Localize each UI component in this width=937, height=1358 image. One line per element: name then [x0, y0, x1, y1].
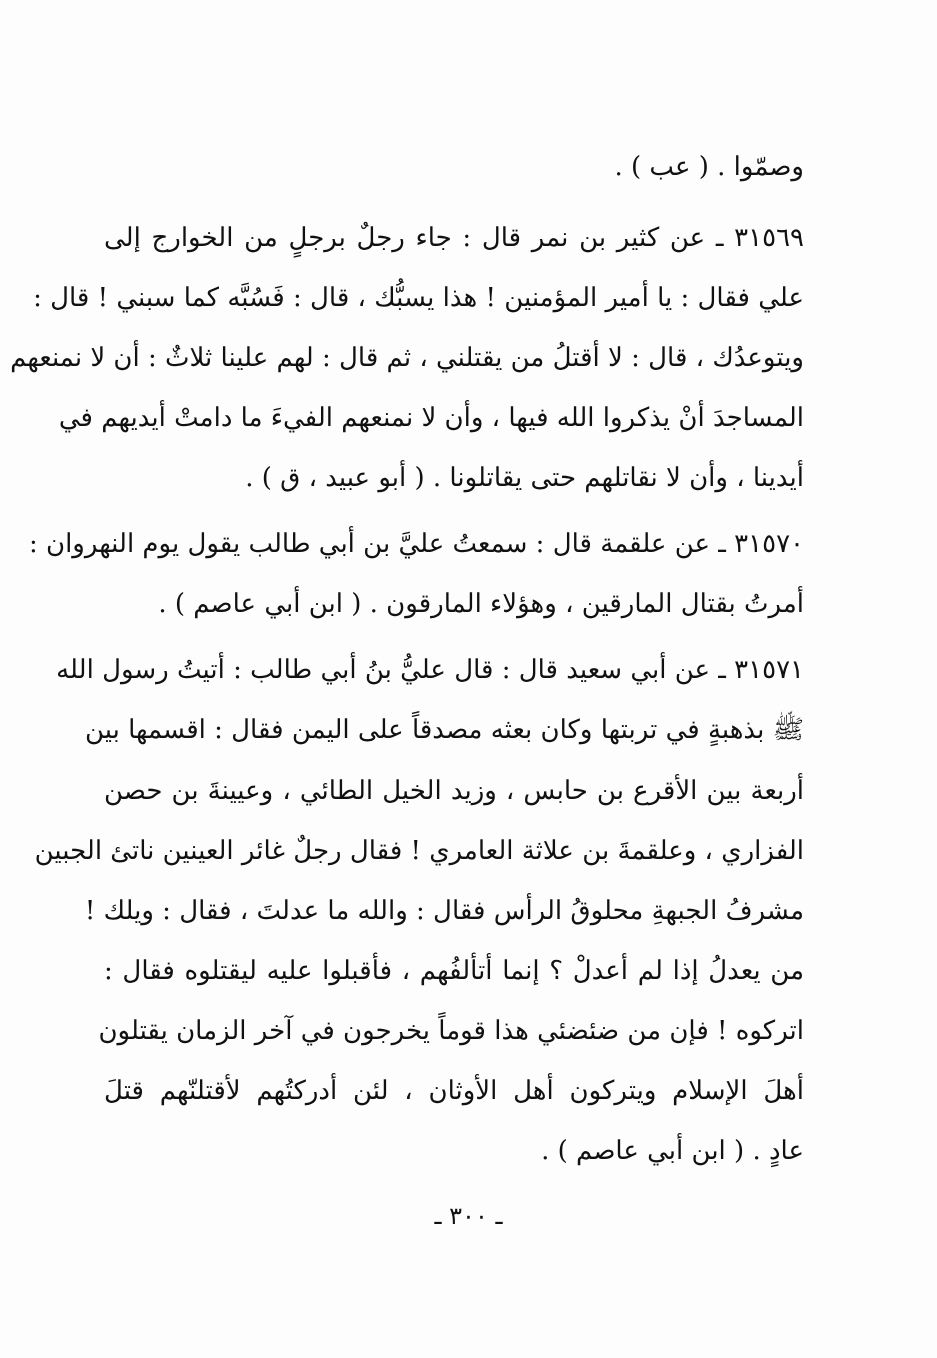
text-line: ٣١٥٧٠ ـ عن علقمة قال : سمعتُ عليَّ بن أبي طالب يقول يوم النهروان : — [28, 529, 804, 559]
text-line: أيدينا ، وأن لا نقاتلهم حتى يقاتلونا . ( أبو عبيد ، ق ) . — [245, 463, 804, 493]
text-line: ٣١٥٦٩ ـ عن كثير بن نمر قال : جاء رجلٌ برجلٍ من الخوارج إلى — [104, 223, 804, 253]
text-line: ويتوعدُك ، قال : لا أقتلُ من يقتلني ، ثم قال : لهم علينا ثلاثٌ : أن لا نمنعهم — [10, 343, 804, 373]
text-line: وصمّوا . ( عب ) . — [614, 152, 804, 182]
text-line: عادٍ . ( ابن أبي عاصم ) . — [541, 1136, 804, 1166]
page-number: ـ ٣٠٠ ـ — [434, 1202, 503, 1230]
text-line: ﷺ بذهبةٍ في تربتها وكان بعثه مصدقاً على اليمن فقال : اقسمها بين — [84, 715, 804, 745]
page-body — [10, 145, 804, 1185]
text-line: أهلَ الإسلام ويتركون أهل الأوثان ، لئن أدركتُهم لأقتلنّهم قتلَ — [104, 1076, 804, 1106]
text-line: علي فقال : يا أمير المؤمنين ! هذا يسبُّك ، قال : فَسُبَّه كما سبني ! قال : — [33, 283, 804, 313]
text-line: الفزاري ، وعلقمةَ بن علاثة العامري ! فقال رجلٌ غائر العينين ناتئ الجبين — [34, 836, 804, 866]
text-line: مشرفُ الجبهةِ محلوقُ الرأس فقال : والله ما عدلتَ ، فقال : ويلك ! — [84, 896, 804, 926]
text-line: أمرتُ بقتال المارقين ، وهؤلاء المارقون . ( ابن أبي عاصم ) . — [158, 589, 804, 619]
text-line: من يعدلُ إذا لم أعدلْ ؟ إنما أتألفُهم ، فأقبلوا عليه ليقتلوه فقال : — [104, 956, 804, 986]
text-line: المساجدَ أنْ يذكروا الله فيها ، وأن لا نمنعهم الفيءَ ما دامتْ أيديهم في — [58, 403, 804, 433]
text-line: ٣١٥٧١ ـ عن أبي سعيد قال : قال عليُّ بنُ أبي طالب : أتيتُ رسول الله — [56, 655, 804, 685]
text-line: اتركوه ! فإن من ضئضئي هذا قوماً يخرجون في آخر الزمان يقتلون — [98, 1016, 804, 1046]
text-line: أربعة بين الأقرع بن حابس ، وزيد الخيل الطائي ، وعيينةَ بن حصن — [104, 776, 804, 806]
